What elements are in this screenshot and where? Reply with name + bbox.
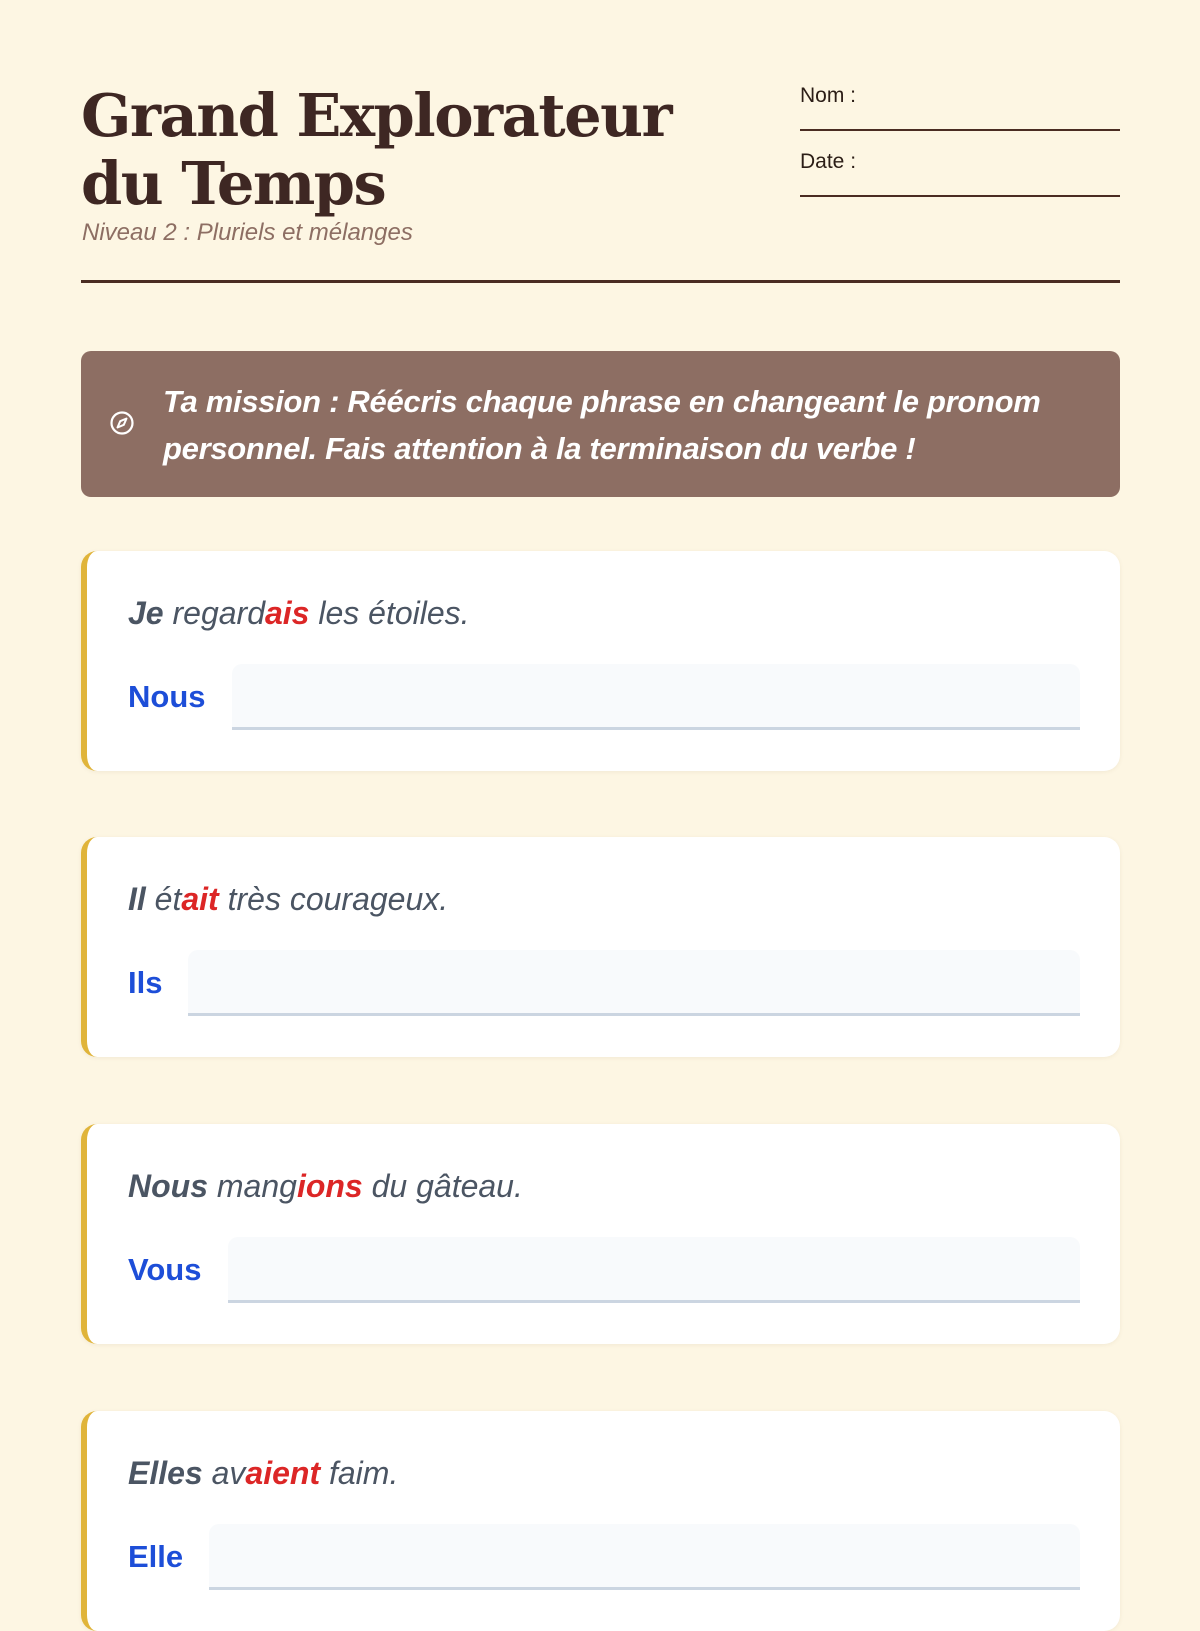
sentence-rest: du gâteau. bbox=[362, 1168, 523, 1204]
answer-input[interactable] bbox=[232, 664, 1081, 730]
verb-ending: ais bbox=[264, 595, 310, 631]
target-pronoun: Nous bbox=[128, 679, 206, 714]
mission-text: Ta mission : Réécris chaque phrase en changeant le pronom personnel. Fais attention à la terminaison du verbe ! bbox=[163, 384, 1041, 466]
answer-input[interactable] bbox=[188, 950, 1080, 1016]
target-pronoun: Elle bbox=[128, 1539, 184, 1574]
answer-row bbox=[128, 950, 1080, 1016]
exercise-card bbox=[81, 1411, 1120, 1631]
verb-ending: aient bbox=[245, 1455, 321, 1491]
sentence-rest: les étoiles. bbox=[309, 595, 470, 631]
answer-row bbox=[128, 664, 1080, 730]
name-field[interactable] bbox=[800, 78, 1120, 131]
exercise-card bbox=[81, 551, 1120, 771]
verb-stem: regard bbox=[172, 595, 265, 631]
mission-banner bbox=[81, 351, 1120, 497]
source-sentence bbox=[128, 1451, 398, 1495]
target-pronoun: Ils bbox=[128, 965, 163, 1000]
answer-input[interactable] bbox=[228, 1237, 1081, 1303]
date-label: Date : bbox=[800, 150, 857, 173]
date-field[interactable] bbox=[800, 144, 1120, 197]
sentence-pronoun: Je bbox=[128, 595, 164, 631]
name-label: Nom : bbox=[800, 84, 857, 107]
verb-ending: ait bbox=[181, 881, 219, 917]
verb-ending: ions bbox=[296, 1168, 363, 1204]
worksheet-page bbox=[81, 0, 1120, 1574]
answer-row bbox=[128, 1237, 1080, 1303]
page-title: Grand Explorateur du Temps bbox=[81, 81, 672, 218]
sentence-pronoun: Elles bbox=[128, 1455, 203, 1491]
verb-stem: av bbox=[211, 1455, 246, 1491]
student-info bbox=[800, 78, 1120, 210]
sentence-pronoun: Il bbox=[128, 881, 146, 917]
source-sentence bbox=[128, 591, 470, 635]
sentence-pronoun: Nous bbox=[128, 1168, 208, 1204]
exercise-card bbox=[81, 837, 1120, 1057]
answer-row bbox=[128, 1524, 1080, 1590]
exercise-card bbox=[81, 1124, 1120, 1344]
verb-stem: ét bbox=[154, 881, 182, 917]
compass-icon bbox=[109, 410, 135, 436]
sentence-rest: très courageux. bbox=[218, 881, 449, 917]
answer-input[interactable] bbox=[209, 1524, 1080, 1590]
sentence-rest: faim. bbox=[320, 1455, 399, 1491]
source-sentence bbox=[128, 1164, 523, 1208]
verb-stem: mang bbox=[216, 1168, 297, 1204]
worksheet-header bbox=[81, 0, 1120, 283]
source-sentence bbox=[128, 877, 448, 921]
page-subtitle: Niveau 2 : Pluriels et mélanges bbox=[82, 219, 413, 246]
target-pronoun: Vous bbox=[128, 1252, 202, 1287]
